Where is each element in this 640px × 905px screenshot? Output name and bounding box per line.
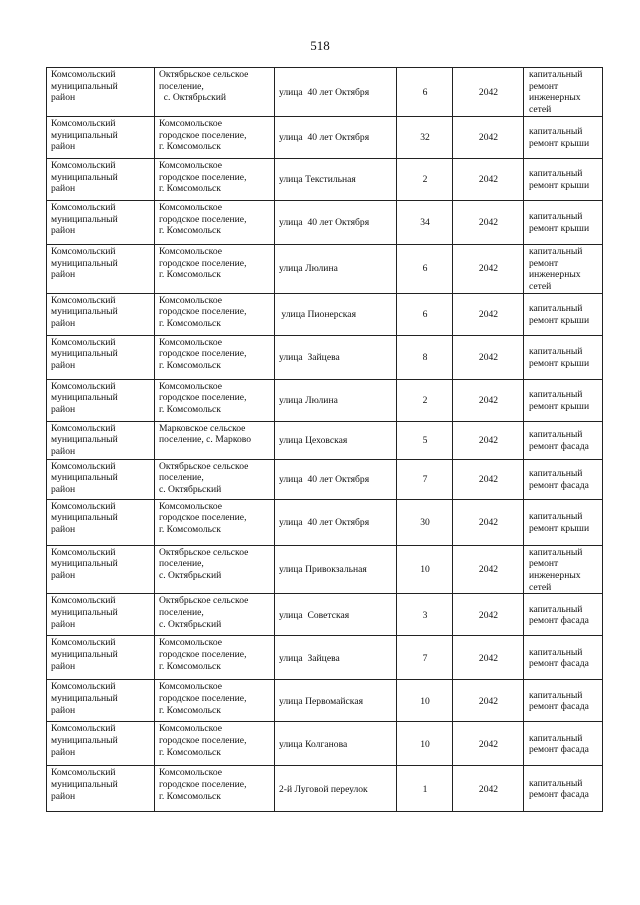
district-cell-line: муниципальный (51, 558, 118, 570)
settlement-cell (155, 158, 275, 200)
district-cell-line: муниципальный (51, 472, 118, 484)
settlement-cell-line: г. Комсомольск (159, 660, 221, 672)
settlement-cell-line: Комсомольское (159, 500, 222, 512)
district-cell (47, 116, 155, 158)
street-cell: улица Люлина (275, 379, 397, 421)
work-type-cell-line: ремонт крыши (529, 522, 590, 534)
work-type-cell-line: капитальный (529, 428, 583, 440)
district-cell-line: муниципальный (51, 392, 118, 404)
house-number-cell: 10 (397, 722, 453, 766)
settlement-cell-line: Марковское сельское (159, 422, 246, 434)
page-number: 518 (310, 38, 330, 53)
year-cell: 2042 (453, 158, 524, 200)
work-type-cell (524, 158, 603, 200)
work-type-cell-line: ремонт фасада (529, 440, 589, 452)
settlement-cell-line: Комсомольское (159, 245, 222, 257)
work-type-cell-line: капитальный (529, 302, 583, 314)
work-type-cell-line: капитальный (529, 603, 583, 615)
work-type-cell (524, 200, 603, 244)
district-cell (47, 200, 155, 244)
district-cell-line: район (51, 141, 76, 153)
settlement-cell-line: г. Комсомольск (159, 790, 221, 802)
district-cell-line: район (51, 484, 76, 496)
work-type-cell-line: ремонт фасада (529, 479, 589, 491)
settlement-cell-line: Октябрьское сельское (159, 460, 249, 472)
district-cell-line: Комсомольский (51, 245, 116, 257)
work-type-cell (524, 499, 603, 545)
settlement-cell-line: г. Комсомольск (159, 704, 221, 716)
district-cell-line: район (51, 183, 76, 195)
settlement-cell-line: Октябрьское сельское (159, 595, 249, 607)
work-type-cell (524, 459, 603, 499)
street-cell: улица 40 лет Октября (275, 200, 397, 244)
district-cell-line: район (51, 746, 76, 758)
district-cell (47, 680, 155, 722)
work-type-cell (524, 293, 603, 335)
table-row (47, 244, 603, 293)
district-cell (47, 722, 155, 766)
district-cell-line: Комсомольский (51, 294, 116, 306)
settlement-cell (155, 379, 275, 421)
house-number-cell: 6 (397, 244, 453, 293)
district-cell-line: муниципальный (51, 693, 118, 705)
table-row (47, 766, 603, 812)
district-cell-line: район (51, 404, 76, 416)
table-row (47, 545, 603, 594)
district-cell-line: Комсомольский (51, 201, 116, 213)
district-cell-line: муниципальный (51, 434, 118, 446)
work-type-cell-line: ремонт крыши (529, 400, 590, 412)
settlement-cell-line: г. Комсомольск (159, 141, 221, 153)
work-type-cell (524, 545, 603, 594)
district-cell (47, 459, 155, 499)
year-cell: 2042 (453, 545, 524, 594)
settlement-cell (155, 116, 275, 158)
settlement-cell-line: городское поселение, (159, 392, 247, 404)
work-type-cell (524, 680, 603, 722)
district-cell-line: Комсомольский (51, 723, 116, 735)
settlement-cell-line: городское поселение, (159, 257, 247, 269)
settlement-cell-line: Комсомольское (159, 681, 222, 693)
work-type-cell-line: капитальный (529, 510, 583, 522)
settlement-cell-line: г. Комсомольск (159, 746, 221, 758)
house-number-cell: 2 (397, 158, 453, 200)
district-cell-line: район (51, 318, 76, 330)
district-cell-line: Комсомольский (51, 460, 116, 472)
work-type-cell-line: инженерных (529, 269, 581, 281)
table-row (47, 116, 603, 158)
district-cell (47, 766, 155, 812)
settlement-cell-line: Октябрьское сельское (159, 69, 249, 80)
settlement-cell-line: с. Октябрьский (159, 570, 222, 582)
settlement-cell (155, 594, 275, 636)
district-cell-line: Комсомольский (51, 117, 116, 129)
work-type-cell-line: сетей (529, 581, 552, 593)
settlement-cell-line: г. Комсомольск (159, 404, 221, 416)
settlement-cell (155, 200, 275, 244)
house-number-cell: 3 (397, 594, 453, 636)
work-type-cell-line: капитальный (529, 467, 583, 479)
street-cell: улица Советская (275, 594, 397, 636)
year-cell: 2042 (453, 200, 524, 244)
district-cell (47, 335, 155, 379)
work-type-cell-line: капитальный (529, 168, 583, 180)
settlement-cell-line: городское поселение, (159, 512, 247, 524)
year-cell: 2042 (453, 379, 524, 421)
street-cell: улица Люлина (275, 244, 397, 293)
house-number-cell: 7 (397, 636, 453, 680)
settlement-cell-line: поселение, (159, 607, 204, 619)
work-type-cell-line: ремонт крыши (529, 137, 590, 149)
table-row (47, 636, 603, 680)
settlement-cell-line: с. Октябрьский (159, 484, 222, 496)
house-number-cell: 10 (397, 680, 453, 722)
settlement-cell-line: поселение, с. Марково (159, 434, 252, 446)
settlement-cell (155, 244, 275, 293)
year-cell: 2042 (453, 722, 524, 766)
district-cell-line: муниципальный (51, 80, 118, 92)
settlement-cell-line: г. Комсомольск (159, 524, 221, 536)
table-row (47, 594, 603, 636)
work-type-cell-line: капитальный (529, 689, 583, 701)
street-cell: улица 40 лет Октября (275, 68, 397, 117)
work-type-cell-line: ремонт крыши (529, 222, 590, 234)
district-cell-line: Комсомольский (51, 637, 116, 649)
repair-schedule-table (46, 67, 603, 812)
house-number-cell: 5 (397, 421, 453, 459)
district-cell (47, 636, 155, 680)
work-type-cell-line: ремонт крыши (529, 314, 590, 326)
work-type-cell (524, 379, 603, 421)
house-number-cell: 10 (397, 545, 453, 594)
house-number-cell: 6 (397, 68, 453, 117)
district-cell (47, 545, 155, 594)
settlement-cell-line: поселение, (159, 472, 204, 484)
settlement-cell-line: г. Комсомольск (159, 269, 221, 281)
work-type-cell (524, 335, 603, 379)
work-type-cell-line: инженерных (529, 92, 581, 104)
street-cell: улица 40 лет Октября (275, 459, 397, 499)
district-cell-line: муниципальный (51, 735, 118, 747)
table-row (47, 499, 603, 545)
house-number-cell: 30 (397, 499, 453, 545)
work-type-cell-line: ремонт фасада (529, 744, 589, 756)
settlement-cell-line: г. Комсомольск (159, 318, 221, 330)
district-cell-line: муниципальный (51, 257, 118, 269)
year-cell: 2042 (453, 116, 524, 158)
table-body (47, 68, 603, 812)
district-cell (47, 293, 155, 335)
table-row (47, 158, 603, 200)
street-cell: улица 40 лет Октября (275, 116, 397, 158)
work-type-cell-line: ремонт (529, 257, 559, 269)
district-cell (47, 499, 155, 545)
district-cell (47, 421, 155, 459)
district-cell (47, 68, 155, 117)
settlement-cell (155, 335, 275, 379)
street-cell: улица Привокзальная (275, 545, 397, 594)
settlement-cell-line: г. Комсомольск (159, 225, 221, 237)
district-cell (47, 594, 155, 636)
settlement-cell-line: Комсомольское (159, 380, 222, 392)
settlement-cell-line: с. Октябрьский (159, 92, 227, 104)
district-cell-line: район (51, 92, 76, 104)
work-type-cell-line: капитальный (529, 245, 583, 257)
year-cell: 2042 (453, 68, 524, 117)
settlement-cell-line: г. Комсомольск (159, 183, 221, 195)
settlement-cell-line: городское поселение, (159, 779, 247, 791)
work-type-cell-line: капитальный (529, 69, 583, 80)
district-cell-line: Комсомольский (51, 546, 116, 558)
settlement-cell-line: поселение, (159, 558, 204, 570)
work-type-cell-line: ремонт (529, 558, 559, 570)
house-number-cell: 1 (397, 766, 453, 812)
house-number-cell: 8 (397, 335, 453, 379)
work-type-cell-line: ремонт (529, 80, 559, 92)
table-row (47, 68, 603, 117)
settlement-cell (155, 680, 275, 722)
year-cell: 2042 (453, 594, 524, 636)
settlement-cell (155, 459, 275, 499)
district-cell-line: район (51, 225, 76, 237)
table-row (47, 293, 603, 335)
district-cell-line: Комсомольский (51, 69, 116, 80)
street-cell: улица Цеховская (275, 421, 397, 459)
street-cell: улица Первомайская (275, 680, 397, 722)
district-cell-line: район (51, 524, 76, 536)
settlement-cell-line: городское поселение, (159, 693, 247, 705)
settlement-cell-line: городское поселение, (159, 306, 247, 318)
street-cell: улица Колганова (275, 722, 397, 766)
settlement-cell-line: Комсомольское (159, 637, 222, 649)
settlement-cell-line: Комсомольское (159, 336, 222, 348)
district-cell-line: Комсомольский (51, 380, 116, 392)
work-type-cell-line: сетей (529, 280, 552, 292)
district-cell-line: муниципальный (51, 779, 118, 791)
work-type-cell (524, 68, 603, 117)
work-type-cell (524, 594, 603, 636)
street-cell: улица 40 лет Октября (275, 499, 397, 545)
district-cell-line: муниципальный (51, 306, 118, 318)
work-type-cell-line: капитальный (529, 546, 583, 558)
table-row (47, 680, 603, 722)
district-cell-line: район (51, 790, 76, 802)
settlement-cell-line: городское поселение, (159, 129, 247, 141)
district-cell-line: Комсомольский (51, 336, 116, 348)
work-type-cell (524, 244, 603, 293)
work-type-cell (524, 116, 603, 158)
work-type-cell-line: капитальный (529, 646, 583, 658)
work-type-cell (524, 421, 603, 459)
settlement-cell-line: городское поселение, (159, 348, 247, 360)
settlement-cell (155, 766, 275, 812)
work-type-cell-line: инженерных (529, 570, 581, 582)
settlement-cell (155, 499, 275, 545)
year-cell: 2042 (453, 636, 524, 680)
settlement-cell (155, 722, 275, 766)
district-cell-line: район (51, 570, 76, 582)
district-cell (47, 244, 155, 293)
work-type-cell-line: ремонт фасада (529, 789, 589, 801)
work-type-cell-line: капитальный (529, 345, 583, 357)
district-cell-line: район (51, 660, 76, 672)
district-cell-line: район (51, 360, 76, 372)
table-row (47, 335, 603, 379)
year-cell: 2042 (453, 293, 524, 335)
street-cell: улица Зайцева (275, 636, 397, 680)
work-type-cell-line: капитальный (529, 211, 583, 223)
settlement-cell-line: Комсомольское (159, 201, 222, 213)
district-cell-line: район (51, 269, 76, 281)
street-cell: 2-й Луговой переулок (275, 766, 397, 812)
district-cell-line: район (51, 446, 76, 458)
work-type-cell-line: ремонт крыши (529, 179, 590, 191)
house-number-cell: 6 (397, 293, 453, 335)
settlement-cell-line: городское поселение, (159, 649, 247, 661)
settlement-cell-line: городское поселение, (159, 213, 247, 225)
work-type-cell (524, 766, 603, 812)
district-cell (47, 158, 155, 200)
table-row (47, 722, 603, 766)
work-type-cell-line: капитальный (529, 126, 583, 138)
district-cell-line: район (51, 704, 76, 716)
house-number-cell: 34 (397, 200, 453, 244)
district-cell-line: муниципальный (51, 171, 118, 183)
settlement-cell-line: Комсомольское (159, 767, 222, 779)
settlement-cell-line: городское поселение, (159, 171, 247, 183)
year-cell: 2042 (453, 459, 524, 499)
settlement-cell-line: поселение, (159, 80, 204, 92)
district-cell-line: муниципальный (51, 213, 118, 225)
house-number-cell: 7 (397, 459, 453, 499)
settlement-cell (155, 421, 275, 459)
district-cell (47, 379, 155, 421)
street-cell: улица Зайцева (275, 335, 397, 379)
work-type-cell-line: ремонт фасада (529, 658, 589, 670)
district-cell-line: Комсомольский (51, 159, 116, 171)
work-type-cell-line: капитальный (529, 732, 583, 744)
table-row (47, 459, 603, 499)
table-row (47, 421, 603, 459)
table-row (47, 379, 603, 421)
work-type-cell-line: сетей (529, 104, 552, 116)
year-cell: 2042 (453, 766, 524, 812)
settlement-cell-line: Комсомольское (159, 159, 222, 171)
year-cell: 2042 (453, 421, 524, 459)
district-cell-line: район (51, 618, 76, 630)
year-cell: 2042 (453, 680, 524, 722)
work-type-cell-line: капитальный (529, 777, 583, 789)
settlement-cell (155, 293, 275, 335)
work-type-cell-line: капитальный (529, 388, 583, 400)
settlement-cell-line: г. Комсомольск (159, 360, 221, 372)
settlement-cell (155, 636, 275, 680)
year-cell: 2042 (453, 244, 524, 293)
district-cell-line: муниципальный (51, 512, 118, 524)
settlement-cell-line: Комсомольское (159, 117, 222, 129)
work-type-cell-line: ремонт фасада (529, 615, 589, 627)
settlement-cell-line: Октябрьское сельское (159, 546, 249, 558)
work-type-cell (524, 722, 603, 766)
work-type-cell-line: ремонт крыши (529, 357, 590, 369)
year-cell: 2042 (453, 499, 524, 545)
district-cell-line: Комсомольский (51, 595, 116, 607)
district-cell-line: Комсомольский (51, 767, 116, 779)
settlement-cell-line: Комсомольское (159, 294, 222, 306)
settlement-cell-line: Комсомольское (159, 723, 222, 735)
table-row (47, 200, 603, 244)
settlement-cell-line: с. Октябрьский (159, 618, 222, 630)
year-cell: 2042 (453, 335, 524, 379)
house-number-cell: 2 (397, 379, 453, 421)
work-type-cell (524, 636, 603, 680)
district-cell-line: муниципальный (51, 607, 118, 619)
district-cell-line: муниципальный (51, 649, 118, 661)
house-number-cell: 32 (397, 116, 453, 158)
settlement-cell (155, 68, 275, 117)
street-cell: улица Пионерская (275, 293, 397, 335)
district-cell-line: муниципальный (51, 348, 118, 360)
street-cell: улица Текстильная (275, 158, 397, 200)
settlement-cell-line: городское поселение, (159, 735, 247, 747)
district-cell-line: Комсомольский (51, 422, 116, 434)
district-cell-line: Комсомольский (51, 500, 116, 512)
settlement-cell (155, 545, 275, 594)
work-type-cell-line: ремонт фасада (529, 701, 589, 713)
district-cell-line: муниципальный (51, 129, 118, 141)
district-cell-line: Комсомольский (51, 681, 116, 693)
